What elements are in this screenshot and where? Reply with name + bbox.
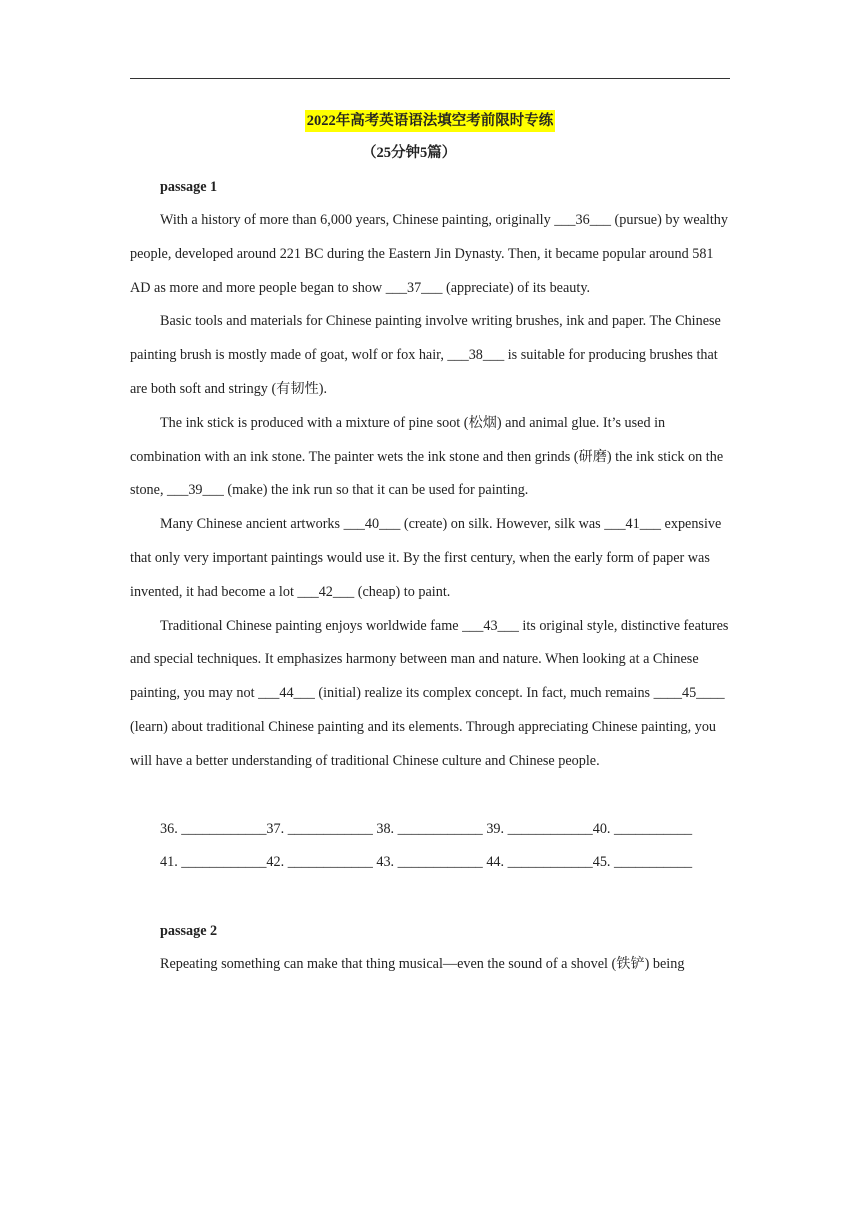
answer-blanks-row: 36. ____________37. ____________ 38. ____________ 39. ____________40. ___________: [160, 820, 693, 837]
passage-1-paragraph: Traditional Chinese painting enjoys worldwide fame ___43___ its original style, distinctive features and special techniques. It emphasizes harmony between man and nature. When looking at a Chinese painting, you may not ___44___ (initial) realize its complex concept. In fact, much remains ____45____ (learn) about traditional Chinese painting and its elements. Through appreciating Chinese painting, you will have a better understanding of traditional Chinese culture and Chinese people.: [130, 617, 729, 769]
passage-2-paragraph: Repeating something can make that thing musical—even the sound of a shovel (铁铲) being: [160, 956, 685, 973]
answer-blanks-row: 41. ____________42. ____________ 43. ____________ 44. ____________45. ___________: [160, 854, 693, 871]
title-row: [130, 106, 730, 136]
passage-1-paragraph: Basic tools and materials for Chinese painting involve writing brushes, ink and paper. The Chinese painting brush is mostly made of goat, wolf or fox hair, ___38___ is suitable for producing brushes that are both soft and stringy (有韧性).: [130, 313, 721, 397]
passage-1-paragraph: With a history of more than 6,000 years, Chinese painting, originally ___36___ (pursue) by wealthy people, developed around 221 BC during the Eastern Jin Dynasty. Then, it became popular around 581 AD as more and more people began to show ___37___ (appreciate) of its beauty.: [130, 212, 728, 296]
document-subtitle: （25分钟5篇）: [362, 145, 457, 161]
spacer: [130, 779, 730, 813]
passage-1-paragraph: Many Chinese ancient artworks ___40___ (create) on silk. However, silk was ___41___ expensive that only very important paintings would use it. By the first century, when the early form of paper was invented, it had become a lot ___42___ (cheap) to paint.: [130, 516, 722, 600]
document-page: [130, 106, 730, 982]
header-rule: [130, 78, 730, 79]
spacer: [130, 880, 730, 914]
passage-1-heading: passage 1: [160, 179, 218, 195]
passage-2-heading: passage 2: [160, 923, 218, 940]
passage-1-paragraph: The ink stick is produced with a mixture of pine soot (松烟) and animal glue. It’s used in combination with an ink stone. The painter wets the ink stone and then grinds (研磨) the ink stick on the stone, ___39___ (make) the ink run so that it can be used for painting.: [130, 414, 724, 499]
document-title: 2022年高考英语语法填空考前限时专练: [305, 110, 556, 132]
